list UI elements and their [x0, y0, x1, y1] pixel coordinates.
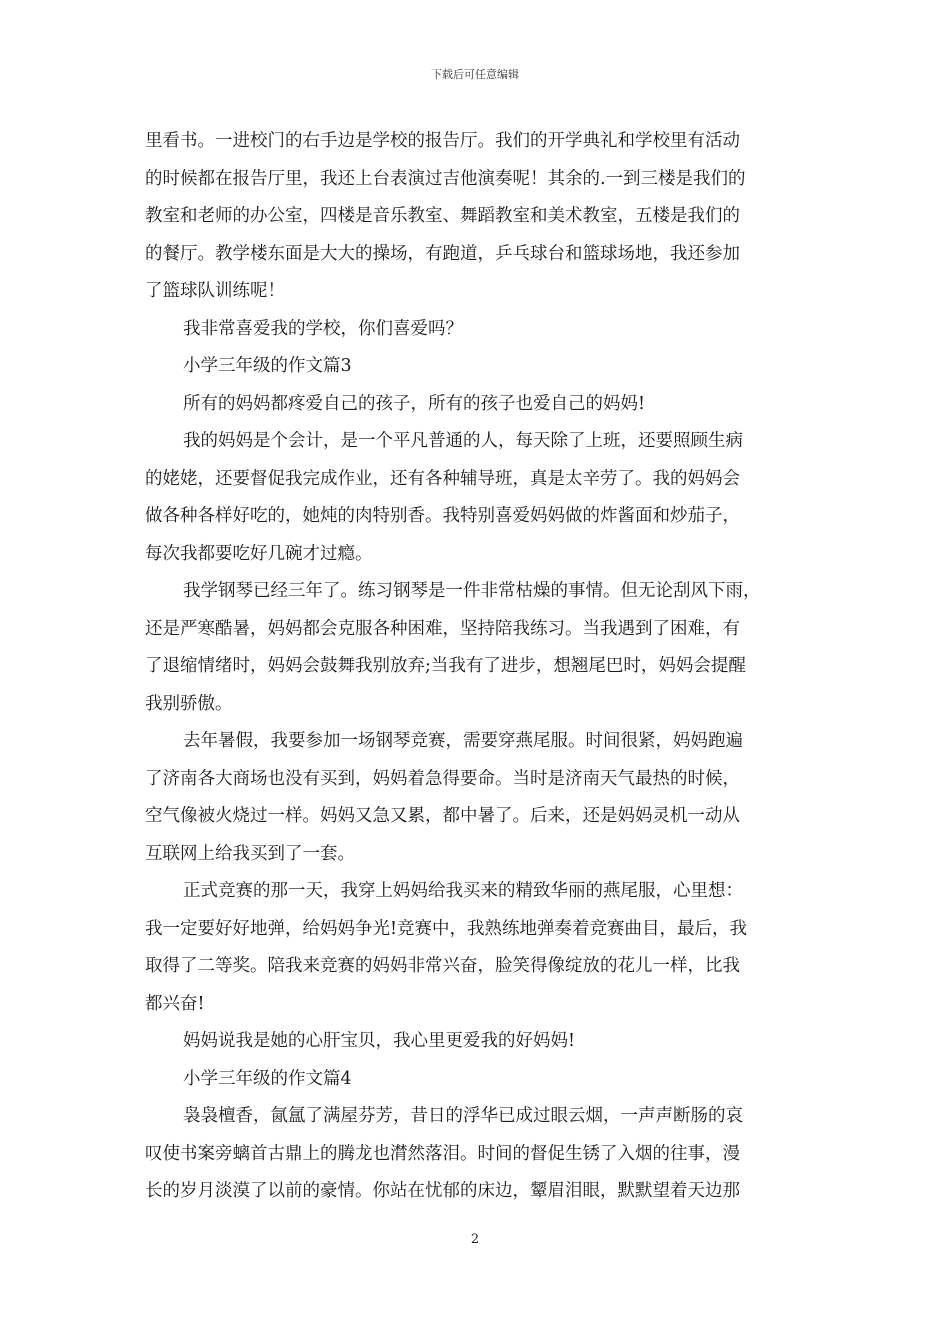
text-line: 取得了二等奖。陪我来竞赛的妈妈非常兴奋，脸笑得像绽放的花儿一样，比我	[145, 956, 740, 976]
text-line: 的姥姥，还要督促我完成作业，还有各种辅导班，真是太辛劳了。我的妈妈会	[145, 468, 740, 489]
page-number: 2	[470, 1232, 480, 1247]
text-line: 空气像被火烧过一样。妈妈又急又累，都中暑了。后来，还是妈妈灵机一动从	[145, 806, 740, 826]
page-header: 下载后可任意编辑	[431, 68, 519, 81]
text-line: 妈妈说我是她的心肝宝贝，我心里更爱我的好妈妈!	[183, 1031, 576, 1051]
text-line: 正式竞赛的那一天，我穿上妈妈给我买来的精致华丽的燕尾服，心里想：	[183, 881, 743, 901]
text-line: 里看书。一进校门的右手边是学校的报告厅。我们的开学典礼和学校里有活动	[145, 131, 740, 151]
text-line: 教室和老师的办公室，四楼是音乐教室、舞蹈教室和美术教室，五楼是我们的	[145, 206, 740, 226]
text-line: 都兴奋!	[145, 993, 205, 1014]
text-line: 还是严寒酷暑，妈妈都会克服各种困难，坚持陪我练习。当我遇到了困难，有	[145, 618, 740, 639]
text-line: 去年暑假，我要参加一场钢琴竞赛，需要穿燕尾服。时间很紧，妈妈跑遍	[183, 731, 743, 751]
text-line: 所有的妈妈都疼爱自己的孩子，所有的孩子也爱自己的妈妈!	[183, 393, 646, 414]
text-line: 做各种各样好吃的，她炖的肉特别香。我特别喜爱妈妈做的炸酱面和炒茄子，	[145, 506, 740, 526]
text-line: 的餐厅。教学楼东面是大大的操场，有跑道，乒乓球台和篮球场地，我还参加	[145, 243, 740, 264]
text-line: 我的妈妈是个会计，是一个平凡普通的人，每天除了上班，还要照顾生病	[183, 431, 743, 451]
text-line: 我学钢琴已经三年了。练习钢琴是一件非常枯燥的事情。但无论刮风下雨，	[183, 581, 761, 601]
text-line: 叹使书案旁螭首古鼎上的腾龙也潸然落泪。时间的督促生锈了入烟的往事，漫	[145, 1143, 740, 1164]
text-line: 长的岁月淡漠了以前的豪情。你站在忧郁的床边，颦眉泪眼，默默望着天边那	[145, 1181, 740, 1201]
document-body	[145, 123, 807, 1211]
text-line: 了退缩情绪时，妈妈会鼓舞我别放弃;当我有了进步，想翘尾巴时，妈妈会提醒	[145, 656, 746, 676]
text-line: 小学三年级的作文篇3	[183, 356, 352, 376]
text-line: 每次我都要吃好几碗才过瘾。	[145, 543, 373, 564]
text-line: 了篮球队训练呢！	[145, 281, 285, 301]
text-line: 我非常喜爱我的学校，你们喜爱吗？	[183, 318, 463, 339]
text-line: 的时候都在报告厅里，我还上台表演过吉他演奏呢！其余的.一到三楼是我们的	[145, 168, 746, 189]
text-line: 小学三年级的作文篇4	[183, 1068, 352, 1089]
text-line: 了济南各大商场也没有买到，妈妈着急得要命。当时是济南天气最热的时候，	[145, 768, 740, 789]
text-line: 我别骄傲。	[145, 693, 233, 714]
text-line: 袅袅檀香，氤氲了满屋芬芳，昔日的浮华已成过眼云烟，一声声断肠的哀	[183, 1106, 743, 1126]
text-line: 互联网上给我买到了一套。	[145, 843, 355, 864]
text-line: 我一定要好好地弹，给妈妈争光!竞赛中，我熟练地弹奏着竞赛曲目，最后，我	[145, 918, 748, 939]
